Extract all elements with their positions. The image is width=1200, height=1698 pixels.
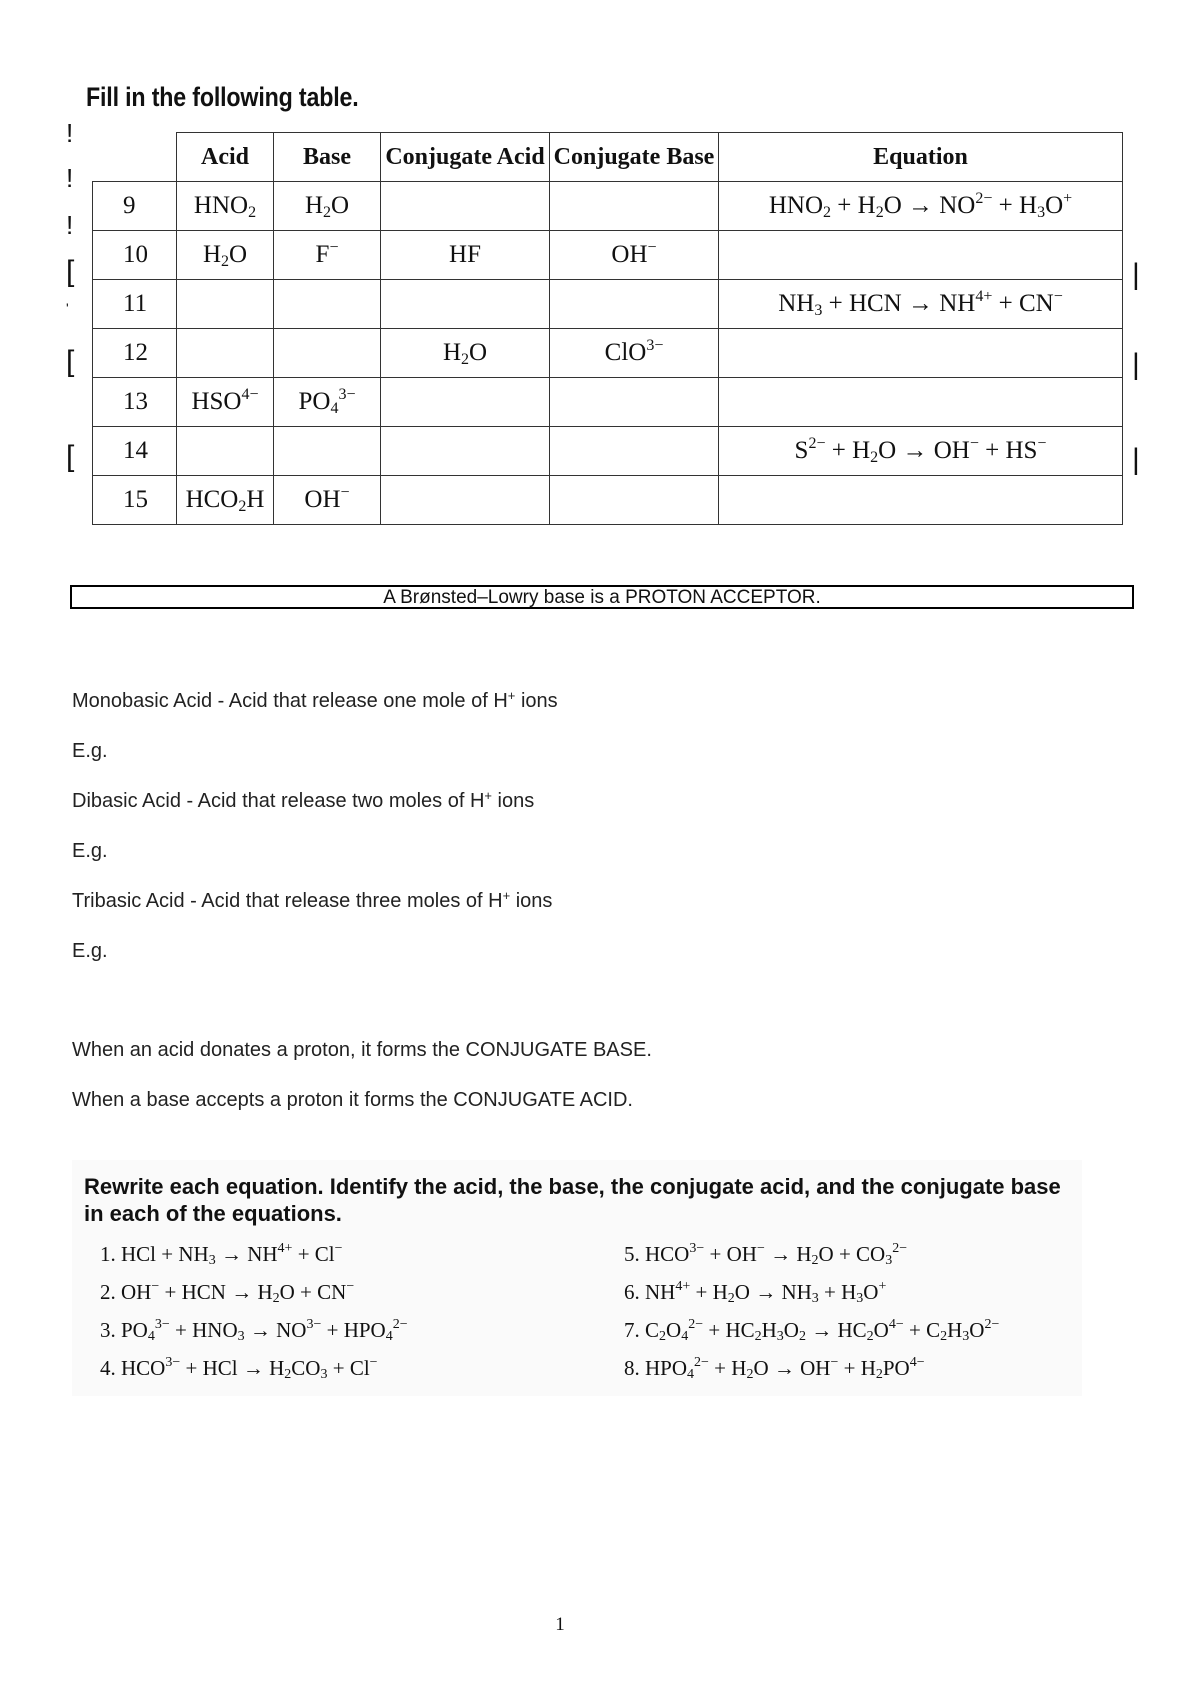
cell-acid: $HNO_2$ [177, 182, 274, 231]
monobasic-definition [72, 690, 558, 713]
exercise-panel [72, 1160, 1082, 1396]
cell-acid: $HCO_2H$ [177, 476, 274, 525]
cell-conjugate-base[interactable] [550, 280, 719, 329]
conjugate-base-rule: When an acid donates a proton, it forms the CONJUGATE BASE. [72, 1039, 652, 1061]
dibasic-definition [72, 790, 534, 813]
table-row [93, 378, 1123, 427]
equation-4: 4. $HCO^{3-}$ + HCl → $H_2CO_3 + Cl^-$ [100, 1355, 378, 1382]
page-number: 1 [555, 1614, 565, 1635]
monobasic-suffix: ions [515, 690, 558, 712]
cell-conjugate-acid[interactable] [381, 378, 550, 427]
margin-mark: | [1132, 443, 1140, 476]
cell-conjugate-base[interactable] [550, 427, 719, 476]
cell-equation[interactable] [719, 476, 1123, 525]
cell-conjugate-acid[interactable] [381, 427, 550, 476]
dibasic-suffix: ions [492, 790, 535, 812]
table-row [93, 280, 1123, 329]
tribasic-term: Tribasic Acid - Acid that release three moles of H [72, 890, 503, 912]
margin-mark: ! [66, 210, 74, 240]
cell-equation[interactable] [719, 329, 1123, 378]
cell-conjugate-base: OH− [550, 231, 719, 280]
equation-1: 1. HCl + $NH_3 \to NH^{4+} + Cl^-$ [100, 1241, 343, 1268]
equation-2: 2. OH− + HCN → $H_2O + CN^-$ [100, 1279, 355, 1306]
table-section-title: Fill in the following table. [86, 82, 359, 112]
cell-conjugate-acid[interactable] [381, 280, 550, 329]
margin-mark: | [1132, 258, 1140, 291]
cell-equation: $HNO_2 + H_2O \to NO^{2-} + H_3O^+$ [719, 182, 1123, 231]
cell-equation: $NH_3$ + HCN → $NH^{4+} + CN^-$ [719, 280, 1123, 329]
cell-base[interactable] [274, 280, 381, 329]
cell-conjugate-acid[interactable] [381, 182, 550, 231]
row-number: 13 [93, 378, 177, 427]
conjugate-acid-rule: When a base accepts a proton it forms the CONJUGATE ACID. [72, 1089, 633, 1111]
equation-7: 7. $C_2O_4^{2-} + HC_2H_3O_2 \to HC_2O^{4-} + C_2H_3O^{2-}$ [624, 1317, 1000, 1344]
table-row [93, 427, 1123, 476]
table-row [93, 329, 1123, 378]
margin-mark: [ [66, 345, 75, 378]
exercise-title: Rewrite each equation. Identify the acid, the base, the conjugate acid, and the conjugate base in each of the equations. [84, 1174, 1061, 1226]
cell-conjugate-base[interactable] [550, 182, 719, 231]
table-row [93, 476, 1123, 525]
cell-conjugate-acid: HF [381, 231, 550, 280]
table-row [93, 182, 1123, 231]
cell-acid[interactable] [177, 329, 274, 378]
margin-mark: ! [66, 118, 74, 148]
cell-conjugate-base: ClO$^{3-}$ [550, 329, 719, 378]
cell-conjugate-base[interactable] [550, 378, 719, 427]
row-number: 11 [93, 280, 177, 329]
row-number: 9 [93, 182, 177, 231]
margin-mark: [ [66, 255, 75, 288]
table-row [93, 231, 1123, 280]
tribasic-definition [72, 890, 552, 913]
equation-3: 3. $PO_4^{3-} + HNO_3 \to NO^{3-} + HPO_4^{2-}$ [100, 1317, 408, 1344]
cell-base: F− [274, 231, 381, 280]
cell-conjugate-base[interactable] [550, 476, 719, 525]
monobasic-term: Monobasic Acid - Acid that release one mole of H [72, 690, 508, 712]
example-label: E.g. [72, 940, 108, 962]
header-equation: Equation [719, 133, 1123, 182]
cell-acid[interactable] [177, 280, 274, 329]
header-base: Base [274, 133, 381, 182]
cell-base[interactable] [274, 329, 381, 378]
definition-box: A Brønsted–Lowry base is a PROTON ACCEPTOR. [70, 585, 1134, 609]
proton-charge: + [484, 788, 492, 803]
cell-equation[interactable] [719, 378, 1123, 427]
tribasic-suffix: ions [510, 890, 553, 912]
cell-equation[interactable] [719, 231, 1123, 280]
margin-mark: [ [66, 440, 75, 473]
row-number: 12 [93, 329, 177, 378]
example-label: E.g. [72, 740, 108, 762]
header-blank-cell [93, 133, 177, 182]
cell-conjugate-acid: $H_2O$ [381, 329, 550, 378]
equation-5: 5. $HCO^{3-} + OH^- \to H_2O + CO_3^{2-}$ [624, 1241, 908, 1268]
margin-mark: ' [66, 300, 69, 316]
margin-mark: ! [66, 163, 74, 193]
proton-charge: + [502, 888, 511, 903]
cell-base: $H_2O$ [274, 182, 381, 231]
cell-base: $PO_4^{3-}$ [274, 378, 381, 427]
equation-6: 6. $NH^{4+} + H_2O \to NH_3 + H_3O^+$ [624, 1279, 887, 1306]
acid-base-table [92, 132, 1123, 525]
header-acid: Acid [177, 133, 274, 182]
header-conjugate-base: Conjugate Base [550, 133, 719, 182]
table-header-row [93, 133, 1123, 182]
dibasic-term: Dibasic Acid - Acid that release two moles of H [72, 790, 485, 812]
row-number: 10 [93, 231, 177, 280]
proton-charge: + [507, 688, 516, 703]
row-number: 14 [93, 427, 177, 476]
cell-base[interactable] [274, 427, 381, 476]
cell-equation: $S^{2-} + H_2O \to OH^- + HS^-$ [719, 427, 1123, 476]
table-body [93, 182, 1123, 525]
equation-8: 8. $HPO_4^{2-} + H_2O \to OH^- + H_2PO^{4-}$ [624, 1355, 925, 1382]
cell-acid[interactable] [177, 427, 274, 476]
cell-conjugate-acid[interactable] [381, 476, 550, 525]
header-conjugate-acid: Conjugate Acid [381, 133, 550, 182]
example-label: E.g. [72, 840, 108, 862]
cell-acid: $H_2O$ [177, 231, 274, 280]
cell-acid: $HSO^{4-}$ [177, 378, 274, 427]
margin-mark: | [1132, 348, 1140, 381]
row-number: 15 [93, 476, 177, 525]
cell-base: OH− [274, 476, 381, 525]
